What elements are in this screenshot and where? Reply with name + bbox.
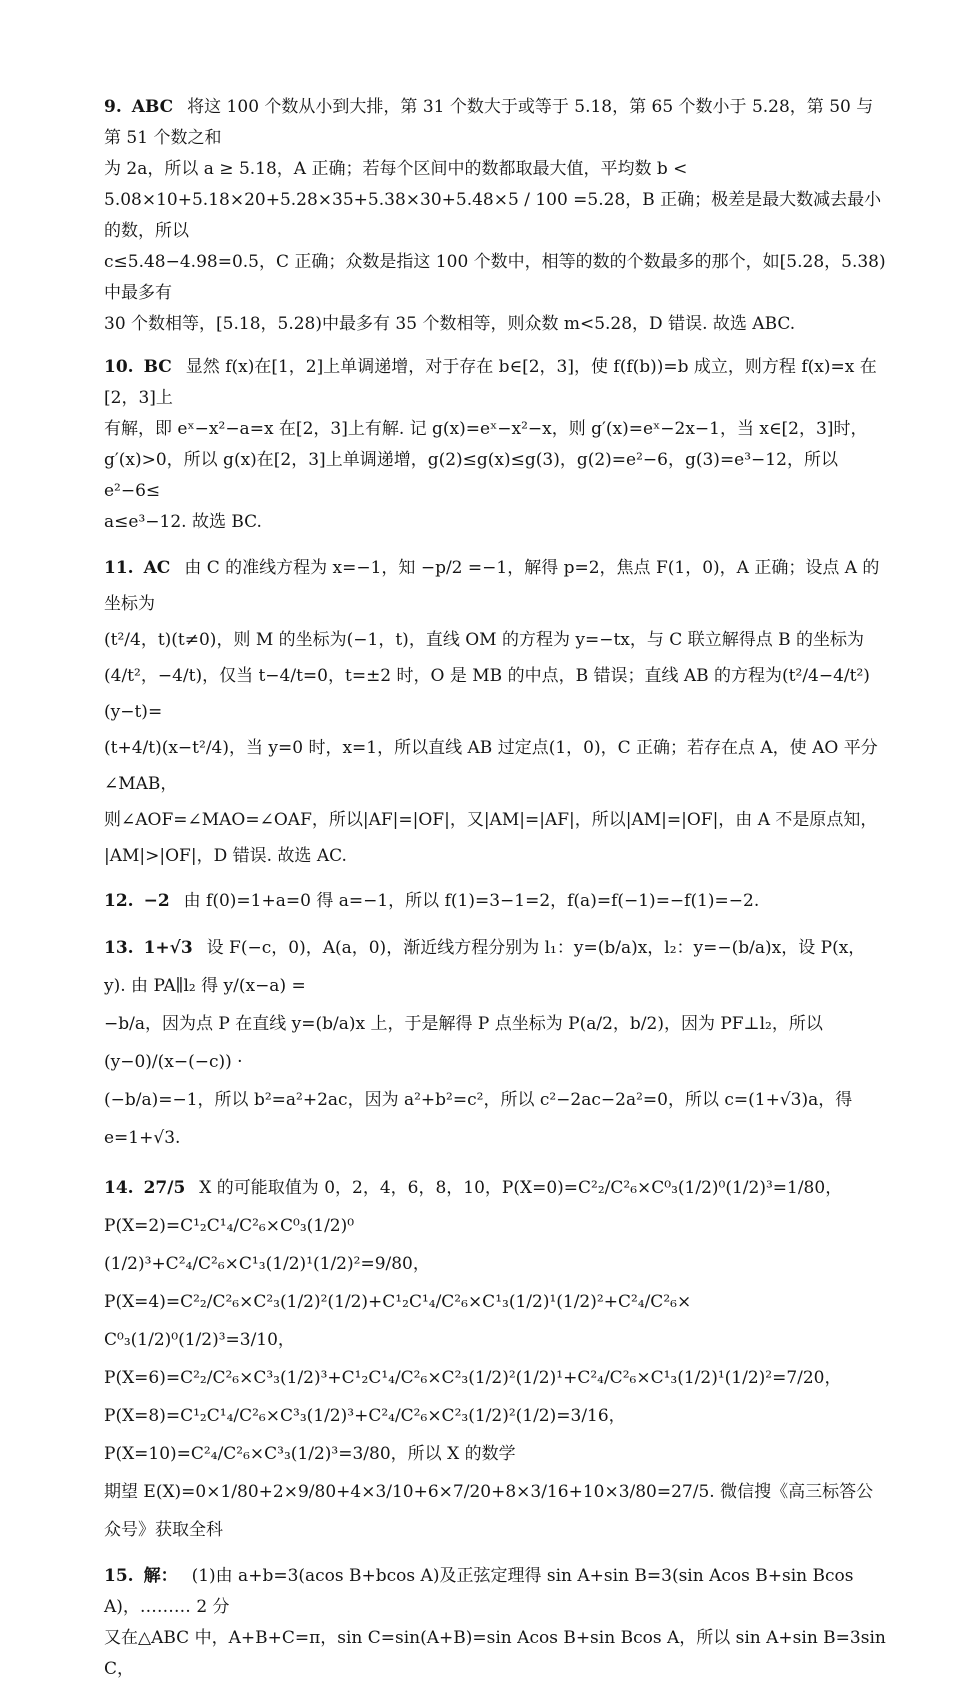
solution-line: 为 2a，所以 a ≥ 5.18，A 正确；若每个区间中的数都取最大值，平均数 b < xyxy=(104,159,688,179)
problem-answer: 解： xyxy=(143,1566,178,1586)
solution-line: −b/a，因为点 P 在直线 y=(b/a)x 上，于是解得 P 点坐标为 P(a/2，b/2)，因为 PF⊥l₂，所以 (y−0)/(x−(−c)) · xyxy=(104,1014,823,1072)
problem-answer: AC xyxy=(143,558,171,578)
solution-line: 将这 100 个数从小到大排，第 31 个数大于或等于 5.18，第 65 个数小于 5.28，第 50 与第 51 个数之和 xyxy=(104,97,874,148)
solution-line: |AM|>|OF|，D 错误. 故选 AC. xyxy=(104,846,347,866)
solution-line: 有解，即 eˣ−x²−a=x 在[2，3]上有解. 记 g(x)=eˣ−x²−x，则 g′(x)=eˣ−2x−1，当 x∈[2，3]时， xyxy=(104,419,868,439)
problem-11 xyxy=(104,550,886,874)
solution-line: 期望 E(X)=0×1/80+2×9/80+4×3/10+6×7/20+8×3/16+10×3/80=27/5. 微信搜《高三标答公众号》获取全科 xyxy=(104,1482,874,1540)
solution-line: 设 F(−c，0)，A(a，0)，渐近线方程分别为 l₁：y=(b/a)x，l₂：y=−(b/a)x，设 P(x，y). 由 PA∥l₂ 得 y/(x−a) = xyxy=(104,938,866,996)
problem-15 xyxy=(104,1561,886,1685)
solution-line: (1/2)³+C²₄/C²₆×C¹₃(1/2)¹(1/2)²=9/80，P(X=4)=C²₂/C²₆×C²₃(1/2)²(1/2)+C¹₂C¹₄/C²₆×C¹₃(1/2)¹(1/2)²+C²₄/C²₆× xyxy=(104,1254,692,1312)
problem-13 xyxy=(104,929,886,1157)
problem-number: 15. xyxy=(104,1566,134,1586)
solution-line: 由 C 的准线方程为 x=−1，知 −p/2 =−1，解得 p=2，焦点 F(1，0)，A 正确；设点 A 的坐标为 xyxy=(104,558,880,614)
problem-14 xyxy=(104,1169,886,1549)
problem-answer: 1+√3 xyxy=(143,938,193,958)
problem-12 xyxy=(104,886,886,917)
problem-answer: −2 xyxy=(143,891,170,911)
problem-number: 13. xyxy=(104,938,134,958)
problem-answer: ABC xyxy=(131,97,174,117)
problem-number: 9. xyxy=(104,97,122,117)
problem-number: 11. xyxy=(104,558,134,578)
solution-line: g′(x)>0，所以 g(x)在[2，3]上单调递增，g(2)≤g(x)≤g(3)，g(2)=e²−6，g(3)=e³−12，所以 e²−6≤ xyxy=(104,450,838,501)
problem-answer: BC xyxy=(143,357,172,377)
solution-line: (t+4/t)(x−t²/4)，当 y=0 时，x=1，所以直线 AB 过定点(1，0)，C 正确；若存在点 A，使 AO 平分∠MAB， xyxy=(104,738,878,794)
solution-line: X 的可能取值为 0，2，4，6，8，10，P(X=0)=C²₂/C²₆×C⁰₃(1/2)⁰(1/2)³=1/80，P(X=2)=C¹₂C¹₄/C²₆×C⁰₃(1/2)⁰ xyxy=(104,1178,843,1236)
problem-number: 12. xyxy=(104,891,134,911)
problem-9 xyxy=(104,92,886,340)
solution-line: 显然 f(x)在[1，2]上单调递增，对于存在 b∈[2，3]，使 f(f(b))=b 成立，则方程 f(x)=x 在[2，3]上 xyxy=(104,357,877,408)
solution-line: C⁰₃(1/2)⁰(1/2)³=3/10，P(X=6)=C²₂/C²₆×C³₃(1/2)³+C¹₂C¹₄/C²₆×C²₃(1/2)²(1/2)¹+C²₄/C²₆×C¹₃(1/2)¹(1/2)²=7/20， xyxy=(104,1330,842,1388)
solution-line: c≤5.48−4.98=0.5，C 正确；众数是指这 100 个数中，相等的数的个数最多的那个，如[5.28，5.38)中最多有 xyxy=(104,252,886,303)
solution-line: 30 个数相等，[5.18，5.28)中最多有 35 个数相等，则众数 m<5.28，D 错误. 故选 ABC. xyxy=(104,314,796,334)
solution-line: (t²/4，t)(t≠0)，则 M 的坐标为(−1，t)，直线 OM 的方程为 y=−tx，与 C 联立解得点 B 的坐标为 xyxy=(104,630,864,650)
solution-line: P(X=8)=C¹₂C¹₄/C²₆×C³₃(1/2)³+C²₄/C²₆×C²₃(1/2)²(1/2)=3/16，P(X=10)=C²₄/C²₆×C³₃(1/2)³=3/80，所以 X 的数学 xyxy=(104,1406,626,1464)
solution-line: (−b/a)=−1，所以 b²=a²+2ac，因为 a²+b²=c²，所以 c²−2ac−2a²=0，所以 c=(1+√3)a，得 e=1+√3. xyxy=(104,1090,853,1148)
solution-line: (1)由 a+b=3(acos B+bcos A)及正弦定理得 sin A+sin B=3(sin Acos B+sin Bcos A)，……… 2 分 xyxy=(104,1566,854,1617)
solution-line: (4/t²，−4/t)，仅当 t−4/t=0，t=±2 时，O 是 MB 的中点，B 错误；直线 AB 的方程为(t²/4−4/t²)(y−t)= xyxy=(104,666,870,722)
problem-answer: 27/5 xyxy=(143,1178,186,1198)
solution-line: 则∠AOF=∠MAO=∠OAF，所以|AF|=|OF|，又|AM|=|AF|，所以|AM|=|OF|，由 A 不是原点知， xyxy=(104,810,878,830)
solution-line: 由 f(0)=1+a=0 得 a=−1，所以 f(1)=3−1=2，f(a)=f(−1)=−f(1)=−2. xyxy=(183,891,760,911)
solution-line: a≤e³−12. 故选 BC. xyxy=(104,512,262,532)
solution-line: 又在△ABC 中，A+B+C=π，sin C=sin(A+B)=sin Acos B+sin Bcos A，所以 sin A+sin B=3sin C， xyxy=(104,1628,886,1679)
solution-line: 5.08×10+5.18×20+5.28×35+5.38×30+5.48×5 / 100 =5.28，B 正确；极差是最大数减去最小的数，所以 xyxy=(104,190,882,241)
problem-10 xyxy=(104,352,886,538)
problem-number: 14. xyxy=(104,1178,134,1198)
problem-number: 10. xyxy=(104,357,134,377)
